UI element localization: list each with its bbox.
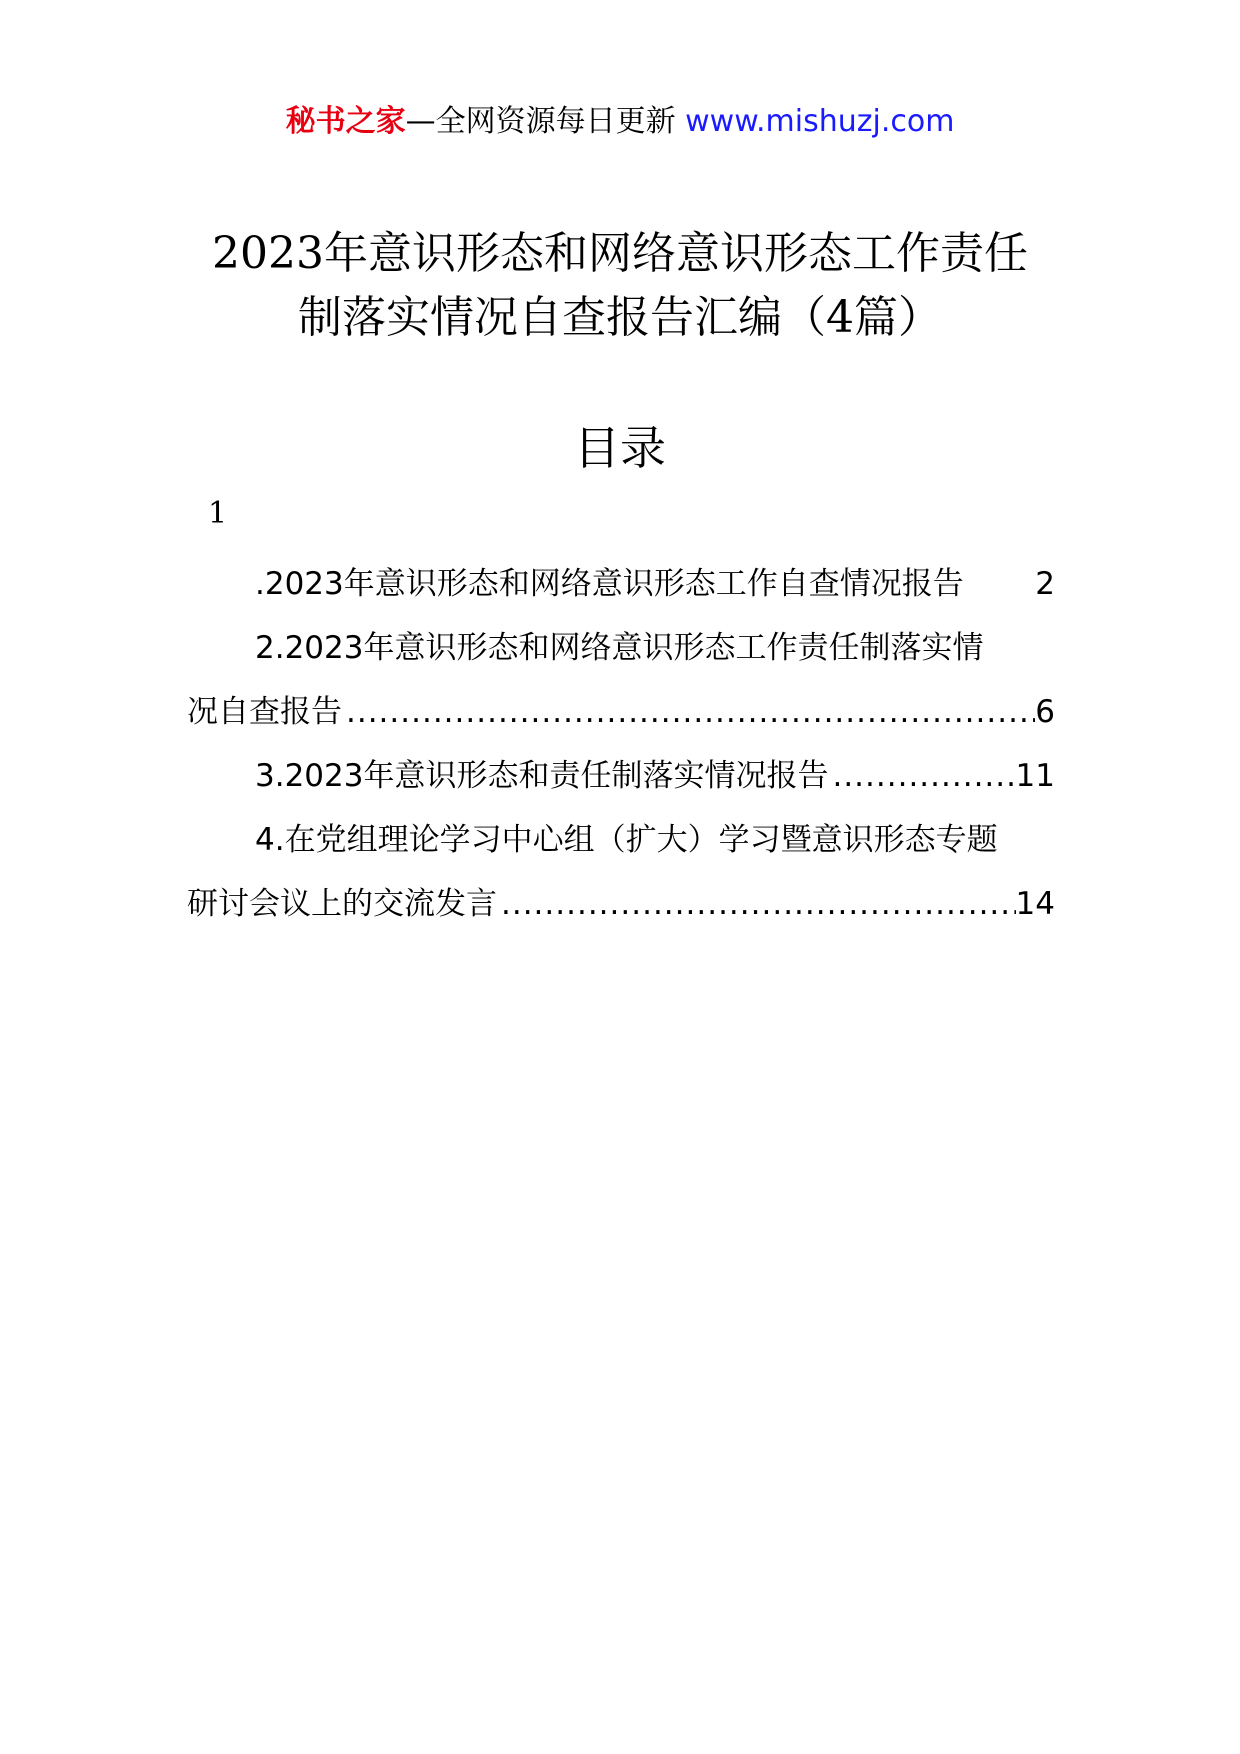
dot-leader	[342, 680, 1035, 744]
toc-entry-page: 14	[1015, 886, 1055, 922]
document-title	[150, 222, 1090, 350]
dot-leader	[828, 744, 1015, 808]
banner-tagline: —全网资源每日更新	[405, 104, 676, 139]
toc-entry-text: 4.在党组理论学习中心组（扩大）学习暨意识形态专题	[255, 822, 998, 858]
toc-entry-2-line-1[interactable]	[187, 616, 1055, 680]
toc-entry-page: 2	[1035, 566, 1055, 602]
toc-entry-text: .2023年意识形态和网络意识形态工作自查情况报告	[255, 566, 964, 602]
toc-entry-4-line-2[interactable]	[187, 872, 1055, 936]
toc-entry-3[interactable]	[187, 744, 1055, 808]
table-of-contents	[187, 552, 1055, 936]
toc-entry-2-line-2[interactable]	[187, 680, 1055, 744]
stray-list-number: 1	[208, 496, 228, 531]
dot-leader	[497, 872, 1016, 936]
site-banner	[0, 100, 1240, 144]
toc-entry-text: 研讨会议上的交流发言	[187, 886, 497, 922]
toc-entry-text: 3.2023年意识形态和责任制落实情况报告	[255, 758, 829, 794]
toc-entry-text: 2.2023年意识形态和网络意识形态工作责任制落实情	[255, 630, 984, 666]
site-url-link[interactable]: www.mishuzj.com	[685, 104, 955, 139]
toc-entry-page: 11	[1015, 758, 1055, 794]
toc-entry-1[interactable]	[187, 552, 1055, 616]
toc-entry-text: 况自查报告	[187, 694, 342, 730]
brand-name: 秘书之家	[285, 104, 406, 139]
title-line-2: 制落实情况自查报告汇编（4篇）	[298, 292, 942, 343]
toc-heading: 目录	[574, 421, 666, 475]
toc-entry-4-line-1[interactable]	[187, 808, 1055, 872]
toc-entry-page: 6	[1035, 694, 1055, 730]
title-line-1: 2023年意识形态和网络意识形态工作责任	[212, 228, 1028, 279]
